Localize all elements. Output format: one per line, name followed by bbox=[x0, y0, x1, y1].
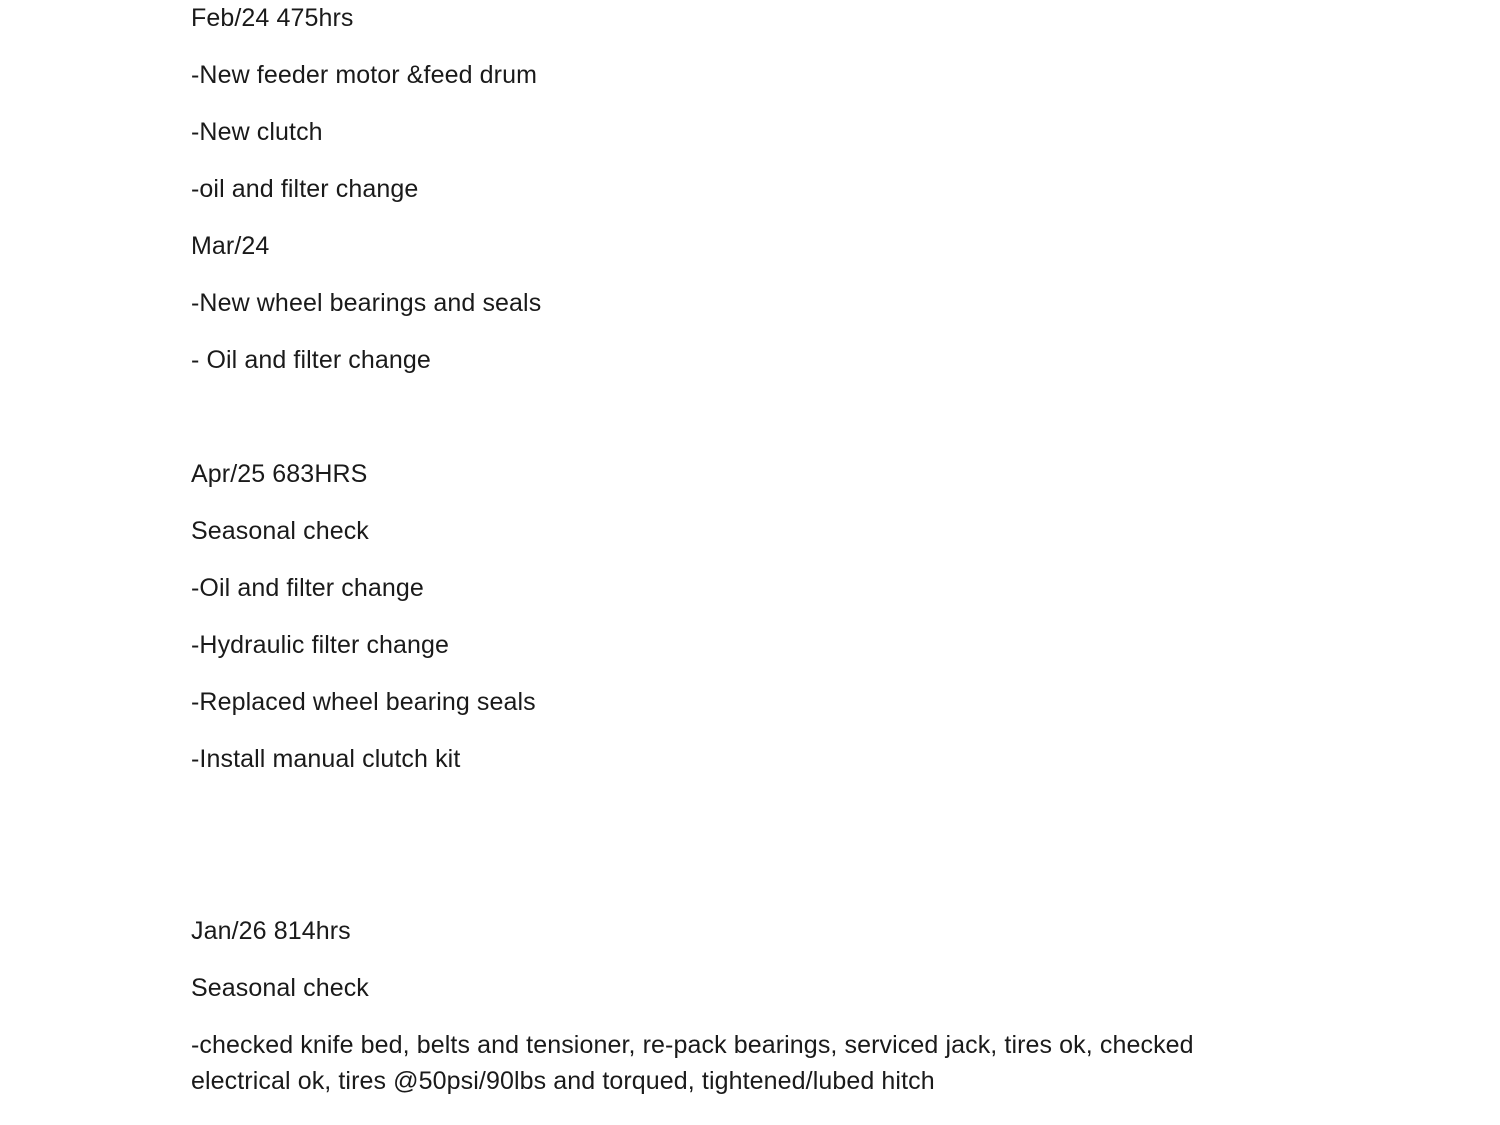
entry-item: -checked knife bed, belts and tensioner, re-pack bearings, serviced jack, tires ok, checked electrical ok, tires @50psi/90lbs and torqued, tightened/lubed hitch bbox=[191, 1031, 1194, 1095]
entry-item: -New wheel bearings and seals bbox=[191, 289, 542, 317]
entry-item: -oil and filter change bbox=[191, 175, 419, 203]
entry-heading: Feb/24 475hrs bbox=[191, 4, 354, 32]
entry-heading: Apr/25 683HRS bbox=[191, 460, 368, 488]
entry-item: -New clutch bbox=[191, 118, 323, 146]
entry-heading: Jan/26 814hrs bbox=[191, 917, 351, 945]
entry-item: -New feeder motor &feed drum bbox=[191, 61, 538, 89]
entry-item: - Oil and filter change bbox=[191, 346, 431, 374]
entry-item: -Oil and filter change bbox=[191, 574, 424, 602]
entry-item: -Install manual clutch kit bbox=[191, 745, 461, 773]
entry-item: -Replaced wheel bearing seals bbox=[191, 688, 536, 716]
entry-subheading: Seasonal check bbox=[191, 974, 369, 1002]
entry-heading: Mar/24 bbox=[191, 232, 270, 260]
entry-item: -Hydraulic filter change bbox=[191, 631, 450, 659]
entry-subheading: Seasonal check bbox=[191, 517, 369, 545]
